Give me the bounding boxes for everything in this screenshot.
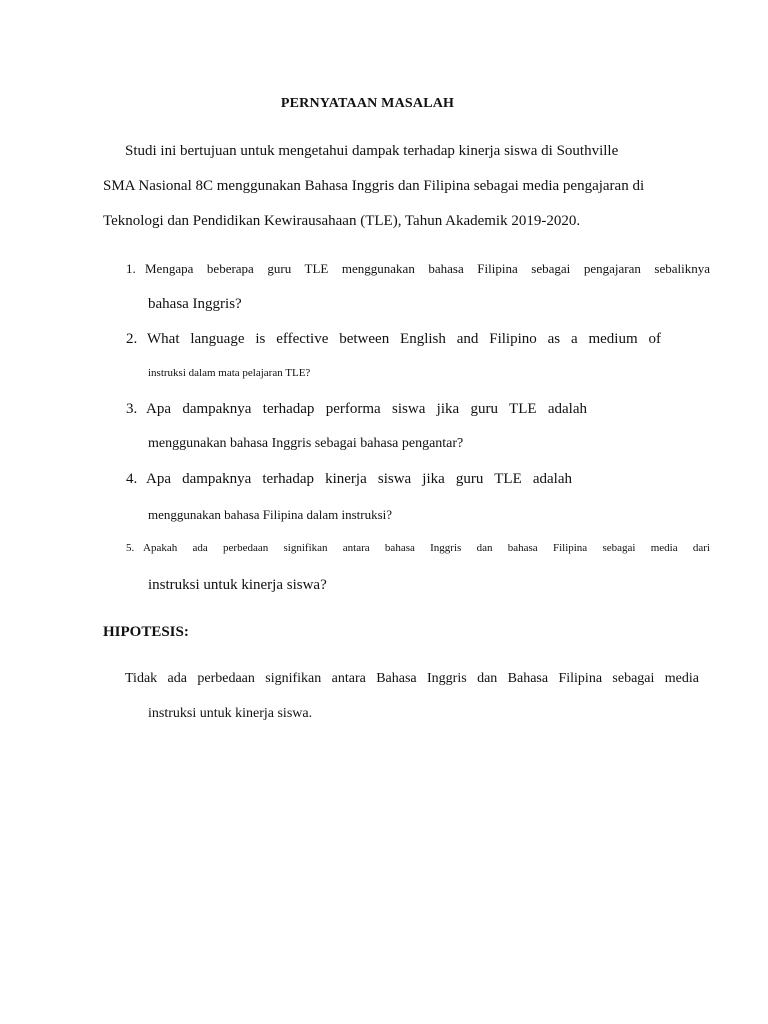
intro-line-2: SMA Nasional 8C menggunakan Bahasa Inggris dan Filipina sebagai media pengajaran di xyxy=(103,178,645,194)
question-1-number: 1. xyxy=(126,261,136,276)
intro-line-1: Studi ini bertujuan untuk mengetahui dampak terhadap kinerja siswa di Southville xyxy=(125,143,619,159)
question-3-line-1: Apa dampaknya terhadap performa siswa jika guru TLE adalah xyxy=(146,401,587,417)
question-1-line-2: bahasa Inggris? xyxy=(148,296,242,312)
question-2-number: 2. xyxy=(126,331,138,347)
hypothesis-heading: HIPOTESIS: xyxy=(103,624,189,640)
hypothesis-line-2: instruksi untuk kinerja siswa. xyxy=(148,706,313,721)
question-4-line-1: Apa dampaknya terhadap kinerja siswa jika guru TLE adalah xyxy=(146,471,572,487)
question-3-number: 3. xyxy=(126,401,138,417)
question-1-line-1: Mengapa beberapa guru TLE menggunakan bahasa Filipina sebagai pengajaran sebaliknya xyxy=(145,261,710,276)
question-4-number: 4. xyxy=(126,471,138,487)
question-2-line-2: instruksi dalam mata pelajaran TLE? xyxy=(148,367,311,379)
question-3-line-2: menggunakan bahasa Inggris sebagai bahasa pengantar? xyxy=(148,436,464,451)
question-4-line-2: menggunakan bahasa Filipina dalam instruksi? xyxy=(148,507,393,522)
question-5-line-1: Apakah ada perbedaan signifikan antara bahasa Inggris dan bahasa Filipina sebagai media dari xyxy=(143,542,710,554)
hypothesis-line-1: Tidak ada perbedaan signifikan antara Bahasa Inggris dan Bahasa Filipina sebagai media xyxy=(125,671,699,686)
question-5-number: 5. xyxy=(126,542,135,554)
intro-line-3: Teknologi dan Pendidikan Kewirausahaan (TLE), Tahun Akademik 2019-2020. xyxy=(103,213,581,229)
page-title: PERNYATAAN MASALAH xyxy=(280,96,455,111)
question-2-line-1: What language is effective between English and Filipino as a medium of xyxy=(147,331,661,347)
question-5-line-2: instruksi untuk kinerja siswa? xyxy=(148,577,327,593)
